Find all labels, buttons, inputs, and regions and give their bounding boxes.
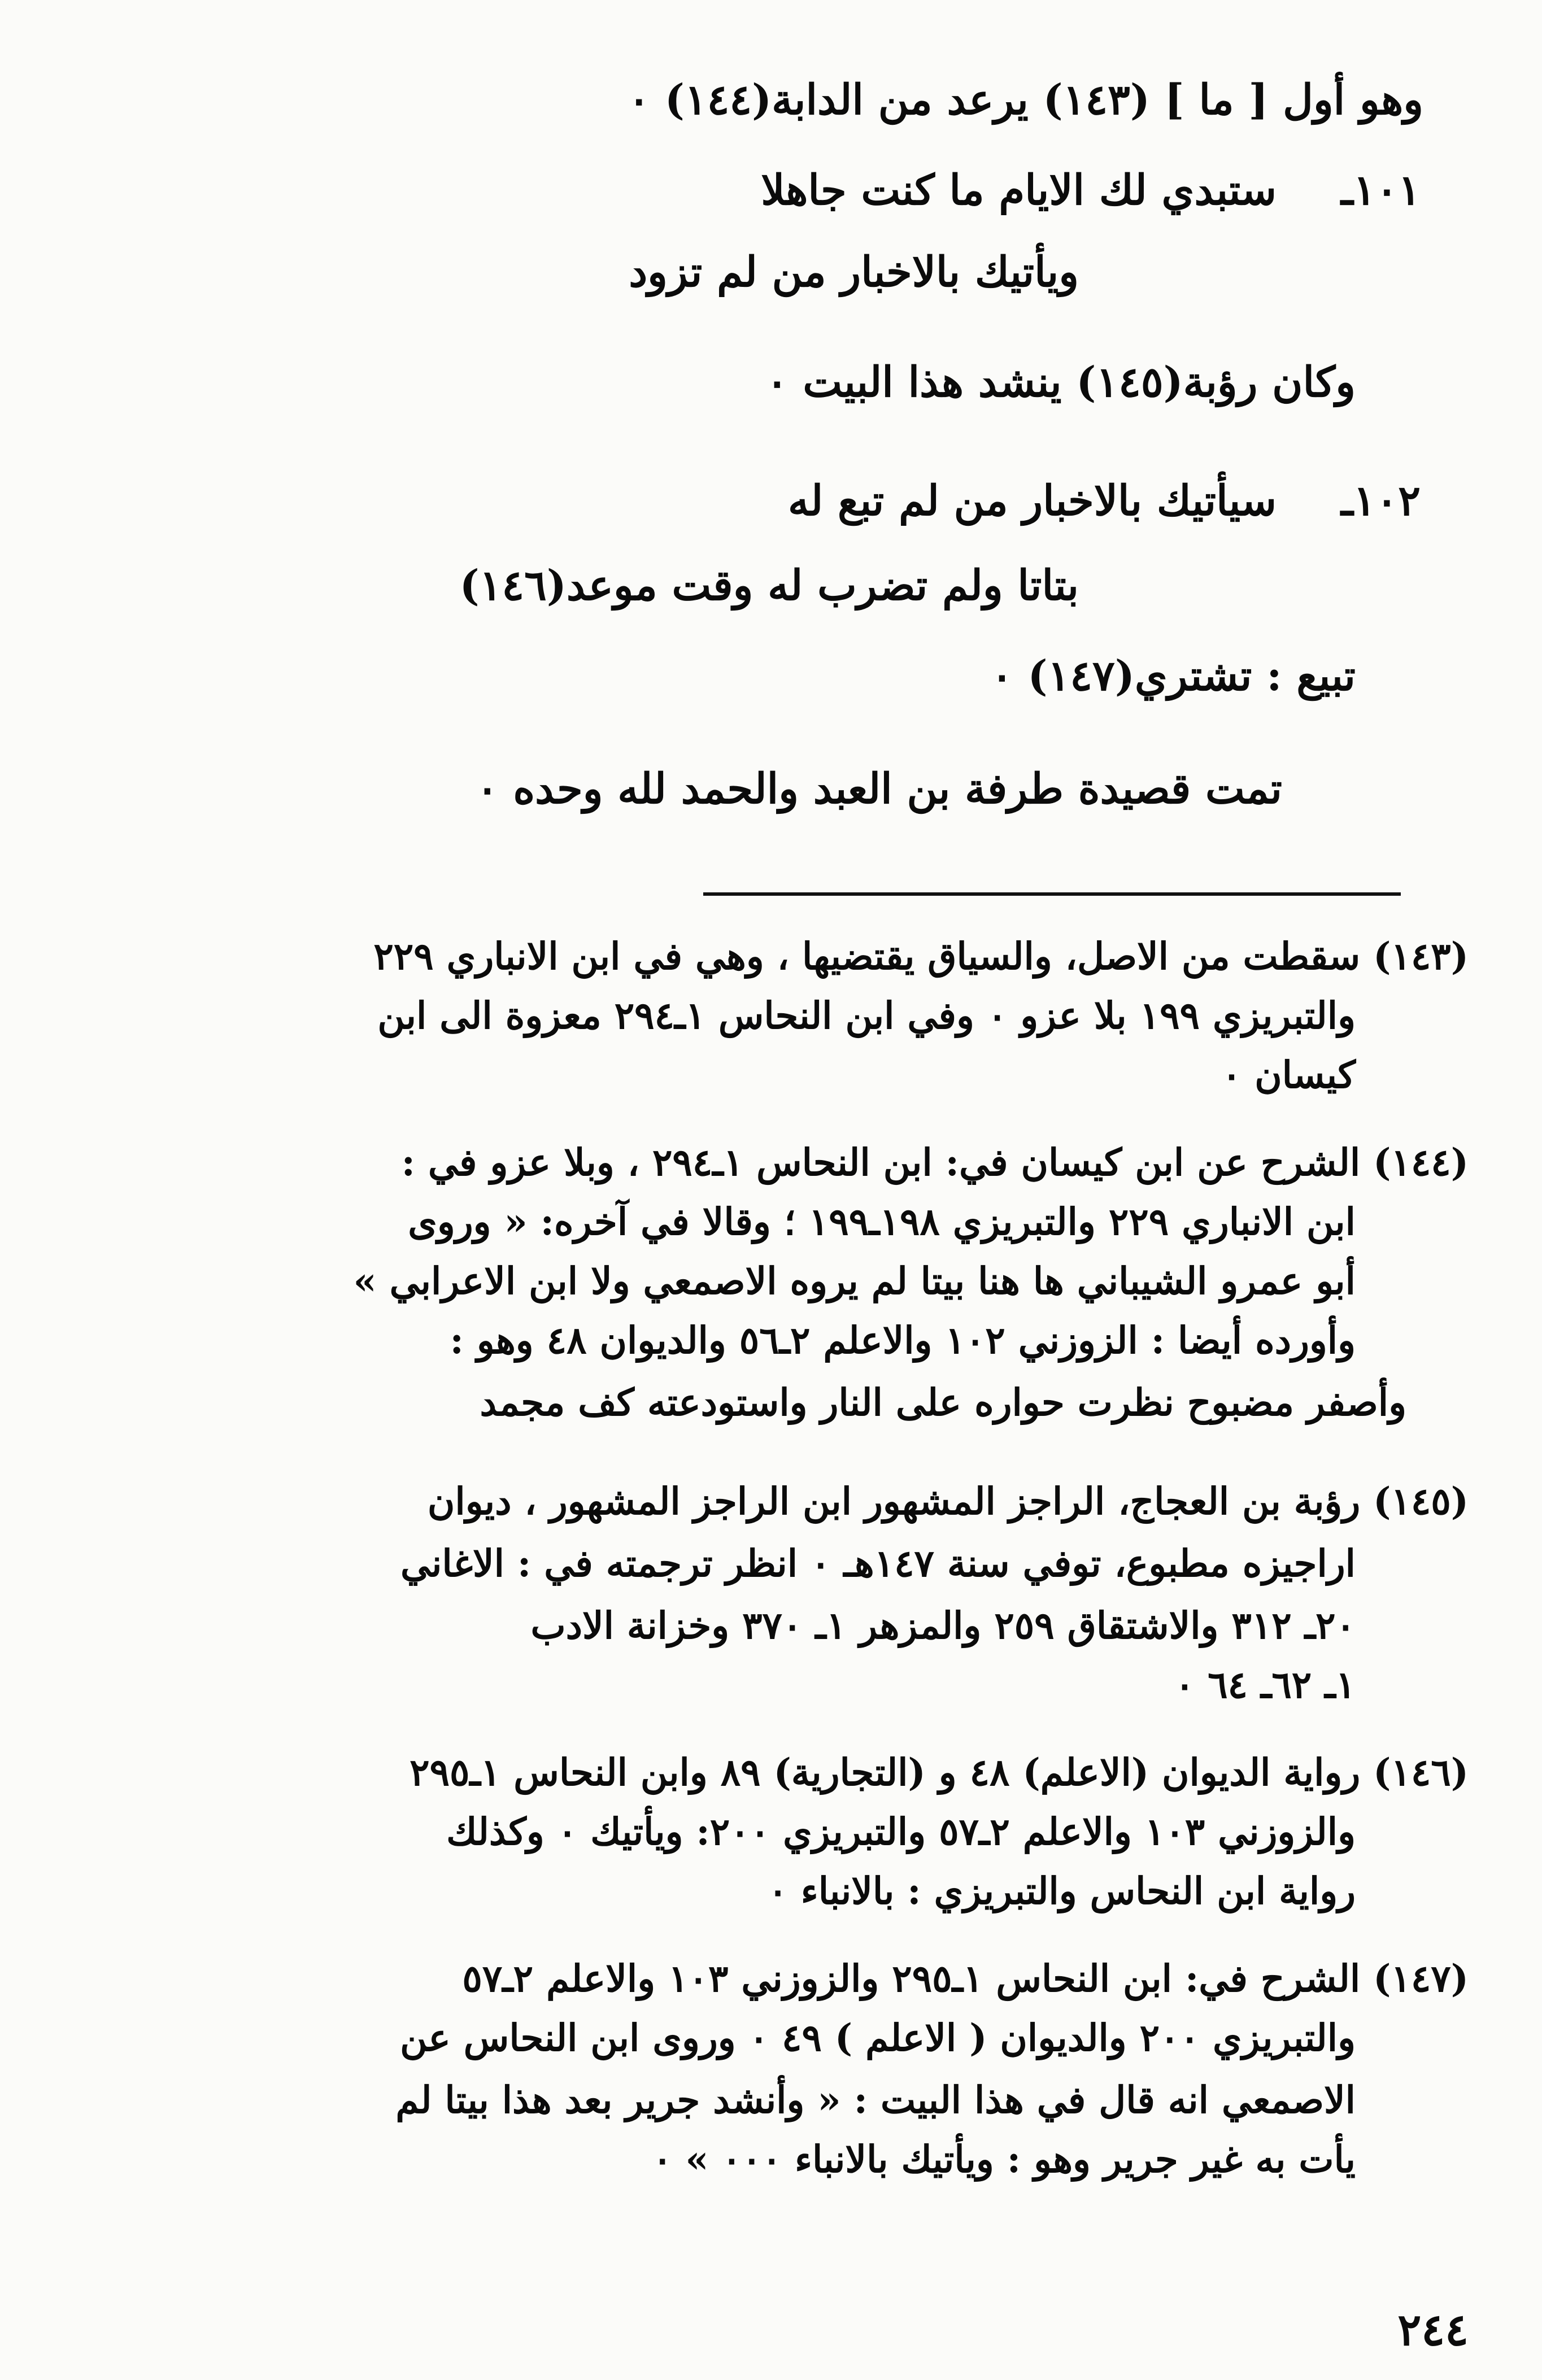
verse-101-second-hemistich: ويأتيك بالاخبار من لم تزود	[629, 248, 1079, 297]
footnote-145-line-4: ١ـ ٦٢ـ ٦٤ ٠	[1174, 1663, 1356, 1707]
footnote-146-line-2: والزوزني ١٠٣ والاعلم ٢ـ٥٧ والتبريزي ٢٠٠: ويأتيك ٠ وكذلك	[446, 1810, 1356, 1854]
footnote-144-line-2: ابن الانباري ٢٢٩ والتبريزي ١٩٨ـ١٩٩ ؛ وقالا في آخره: « وروى	[408, 1200, 1356, 1244]
footnote-143-line-1: (١٤٣) سقطت من الاصل، والسياق يقتضيها ، وهي في ابن الانباري ٢٢٩	[373, 934, 1469, 978]
footnote-144-line-1: (١٤٤) الشرح عن ابن كيسان في: ابن النحاس ١ـ٢٩٤ ، وبلا عزو في :	[401, 1140, 1469, 1184]
footnote-147-line-4: يأت به غير جرير وهو : ويأتيك بالانباء ٠٠٠ » ٠	[652, 2137, 1356, 2181]
ruba-line: وكان رؤبة(١٤٥) ينشد هذا البيت ٠	[765, 358, 1356, 407]
intro-line: وهو أول [ ما ] (١٤٣) يرعد من الدابة(١٤٤) ٠	[628, 76, 1423, 124]
footnote-146-line-1: (١٤٦) رواية الديوان (الاعلم) ٤٨ و (التجارية) ٨٩ وابن النحاس ١ـ٢٩٥	[410, 1750, 1469, 1794]
footnote-144-line-4: وأورده أيضا : الزوزني ١٠٢ والاعلم ٢ـ٥٦ والديوان ٤٨ وهو :	[450, 1318, 1356, 1362]
footnote-143-line-3: كيسان ٠	[1221, 1053, 1356, 1097]
footnote-147-line-1: (١٤٧) الشرح في: ابن النحاس ١ـ٢٩٥ والزوزني ١٠٣ والاعلم ٢ـ٥٧	[462, 1956, 1469, 2000]
footnote-146-line-3: رواية ابن النحاس والتبريزي : بالانباء ٠	[768, 1869, 1356, 1913]
footnote-144-verse: وأصفر مضبوح نظرت حواره على النار واستودعته كف مجمد	[480, 1380, 1406, 1424]
gloss-line: تبيع : تشتري(١٤٧) ٠	[991, 652, 1356, 700]
verse-101-first-hemistich: ستبدي لك الايام ما كنت جاهلا	[761, 166, 1277, 215]
footnote-145-line-1: (١٤٥) رؤبة بن العجاج، الراجز المشهور ابن الراجز المشهور ، ديوان	[427, 1479, 1469, 1523]
footnote-147-line-3: الاصمعي انه قال في هذا البيت : « وأنشد جرير بعد هذا بيتا لم	[395, 2078, 1356, 2122]
footnote-separator	[703, 892, 1401, 896]
verse-101-number: ١٠١ـ	[1341, 166, 1421, 215]
footnote-145-line-2: اراجيزه مطبوع، توفي سنة ١٤٧هـ ٠ انظر ترجمته في : الاغاني	[400, 1541, 1356, 1585]
footnote-144-line-3: أبو عمرو الشيباني ها هنا بيتا لم يروه الاصمعي ولا ابن الاعرابي »	[353, 1259, 1356, 1303]
footnote-143-line-2: والتبريزي ١٩٩ بلا عزو ٠ وفي ابن النحاس ١ـ٢٩٤ معزوة الى ابن	[377, 993, 1356, 1038]
page-number: ٢٤٤	[1397, 2304, 1469, 2356]
verse-102-number: ١٠٢ـ	[1341, 477, 1421, 525]
footnote-145-line-3: ٢٠ـ ٣١٢ والاشتقاق ٢٥٩ والمزهر ١ـ ٣٧٠ وخزانة الادب	[530, 1603, 1356, 1647]
verse-102-first-hemistich: سيأتيك بالاخبار من لم تبع له	[788, 477, 1277, 525]
colophon: تمت قصيدة طرفة بن العبد والحمد لله وحده ٠	[476, 765, 1282, 813]
verse-102-second-hemistich: بتاتا ولم تضرب له وقت موعد(١٤٦)	[459, 561, 1079, 610]
footnote-147-line-2: والتبريزي ٢٠٠ والديوان ( الاعلم ) ٤٩ ٠ وروى ابن النحاس عن	[400, 2016, 1356, 2060]
